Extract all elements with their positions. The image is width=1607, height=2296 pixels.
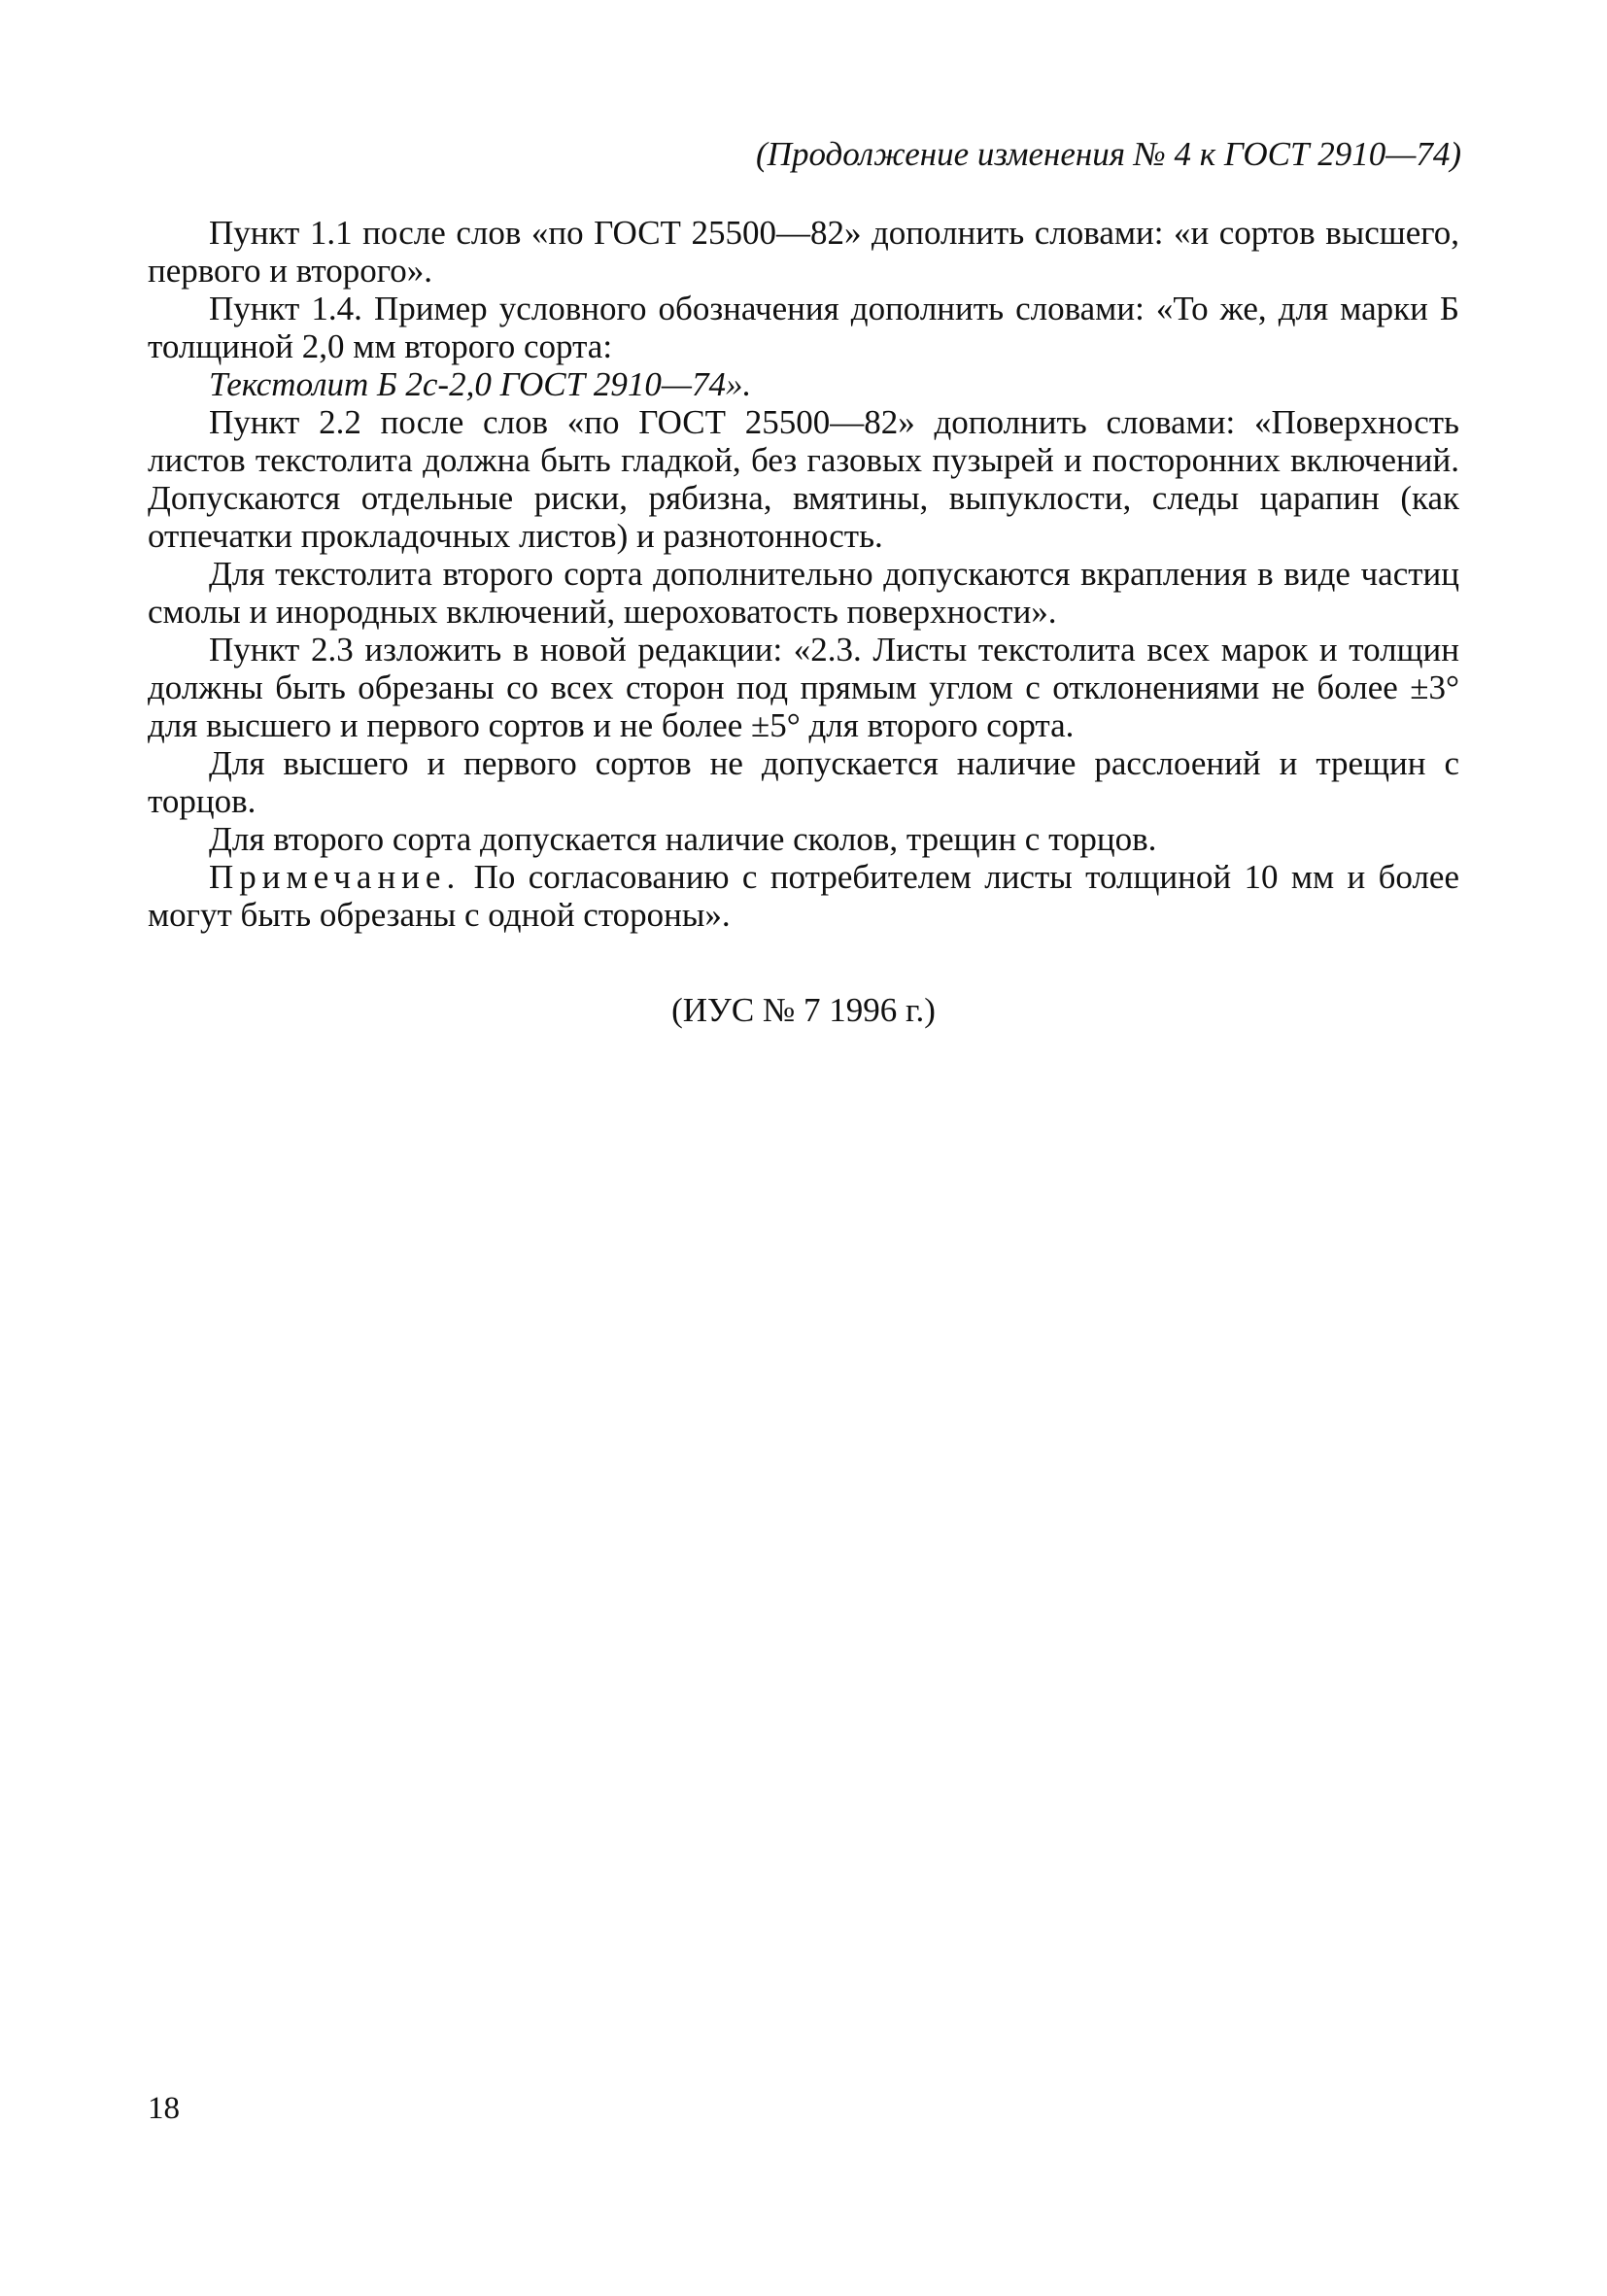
paragraph-item-2-2: Пункт 2.2 после слов «по ГОСТ 25500—82» дополнить словами: «Поверхность листов текстолита должна быть гладкой, без газовых пузырей и посторонних включений. Допускаются отдельные риски, рябизна, вмятины, выпуклости, следы царапин (как отпечатки прокладочных листов) и разнотонность. <box>148 403 1459 555</box>
paragraph-second-grade-chips: Для второго сорта допускается наличие сколов, трещин с торцов. <box>209 820 1157 858</box>
paragraph-item-1-1: Пункт 1.1 после слов «по ГОСТ 25500—82» дополнить словами: «и сортов высшего, первого и второго». <box>148 214 1459 290</box>
note-paragraph <box>148 858 1459 934</box>
note-text: По согласованию с потребителем листы толщиной 10 мм и более могут быть обрезаны с одной стороны». <box>148 858 1459 934</box>
ius-reference: (ИУС № 7 1996 г.) <box>671 991 936 1029</box>
continuation-header: (Продолжение изменения № 4 к ГОСТ 2910—74) <box>756 135 1461 173</box>
paragraph-second-grade: Для текстолита второго сорта дополнительно допускаются вкрапления в виде частиц смолы и инородных включений, шероховатость поверхности». <box>148 555 1459 631</box>
note-label: Примечание. <box>209 858 462 896</box>
paragraph-item-2-3: Пункт 2.3 изложить в новой редакции: «2.3. Листы текстолита всех марок и толщин должны быть обрезаны со всех сторон под прямым углом с отклонениями не более ±3° для высшего и первого сортов и не более ±5° для второго сорта. <box>148 631 1459 744</box>
page-number: 18 <box>148 2091 180 2126</box>
paragraph-top-grades-cracks: Для высшего и первого сортов не допускается наличие расслоений и трещин с торцов. <box>148 744 1459 820</box>
designation-example: Текстолит Б 2с-2,0 ГОСТ 2910—74». <box>209 365 752 403</box>
amendment-body <box>148 214 1459 934</box>
paragraph-item-1-4: Пункт 1.4. Пример условного обозначения дополнить словами: «То же, для марки Б толщиной 2,0 мм второго сорта: <box>148 290 1459 365</box>
